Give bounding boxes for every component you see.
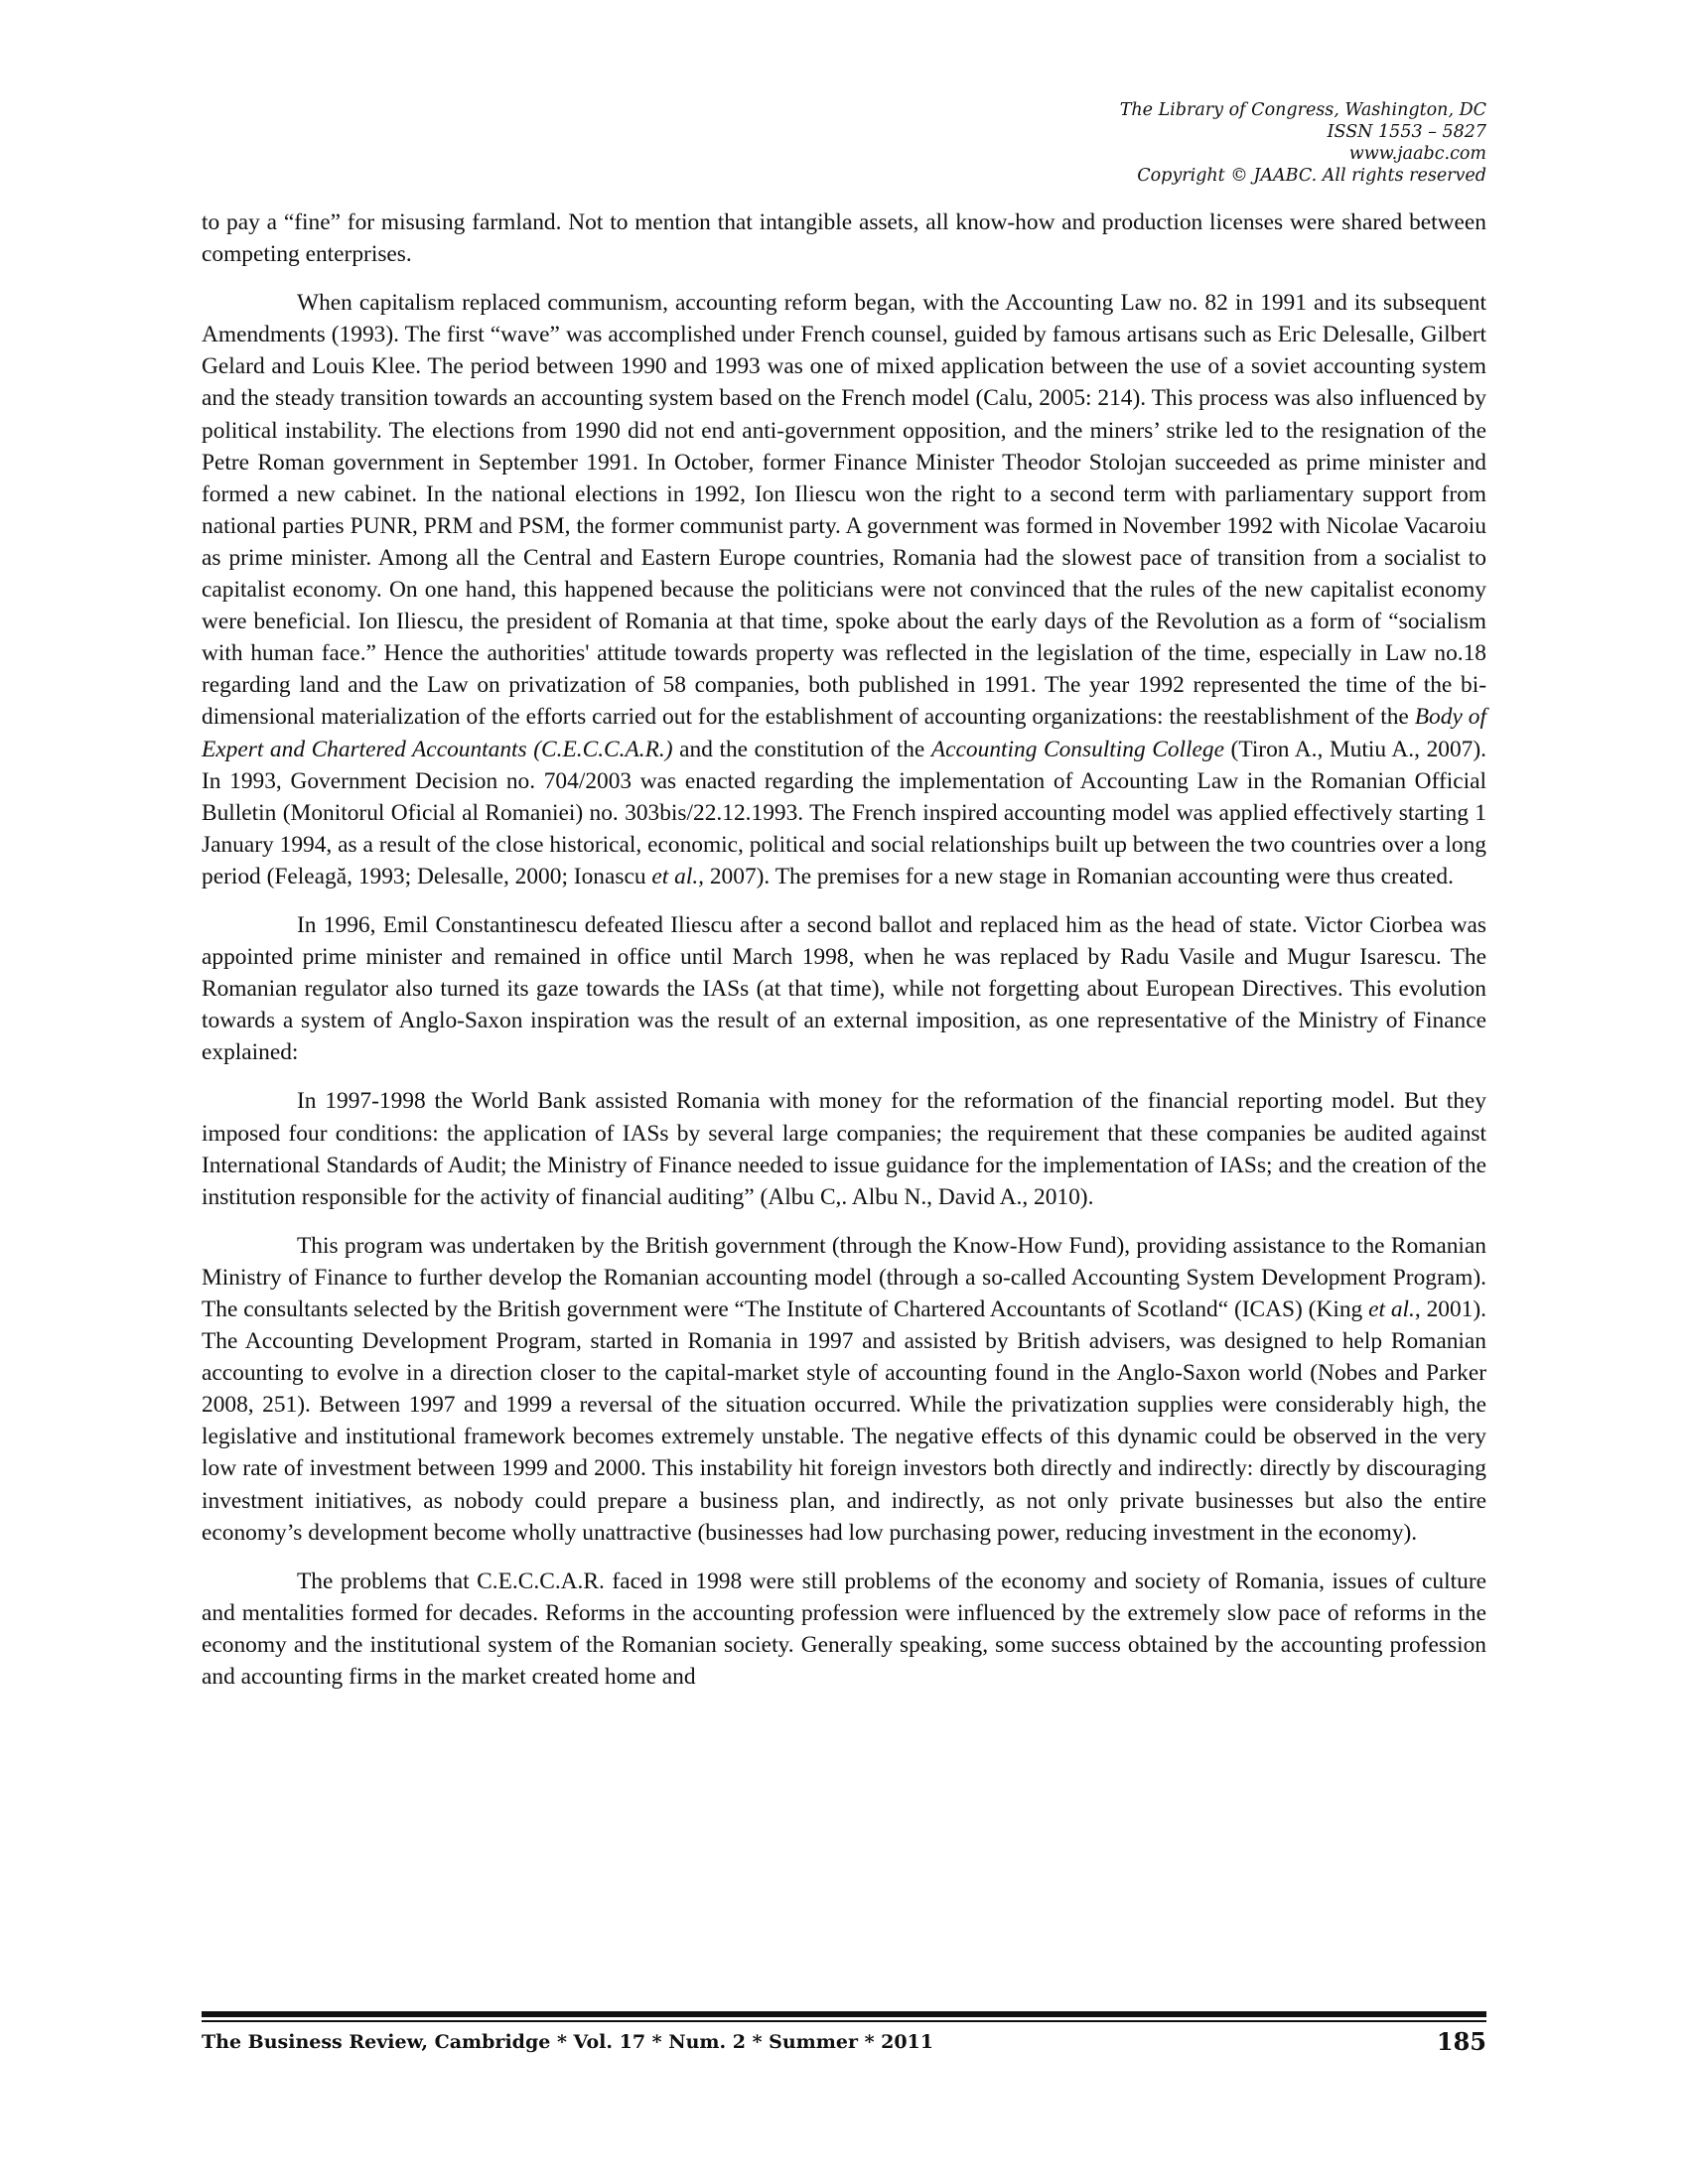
page-number: 185 — [1436, 2027, 1486, 2056]
paragraph-british-program — [202, 1230, 1486, 1549]
header-copyright: Copyright © JAABC. All rights reserved — [1137, 166, 1486, 186]
text-segment: and the constitution of the — [672, 736, 931, 762]
paragraph-1996-politics: In 1996, Emil Constantinescu defeated Iliescu after a second ballot and replaced him as the head of state. Victor Ciorbea was appointed prime minister and remained in office until March 1998, when he was replaced by Radu Vasile and Mugur Isarescu. The Romanian regulator also turned its gaze towards the IASs (at that time), while not forgetting about European Directives. This evolution towards a system of Anglo-Saxon inspiration was the result of an external imposition, as one representative of the Ministry of Finance explained: — [202, 911, 1486, 1066]
header-issn: ISSN 1553 – 5827 — [1327, 122, 1486, 142]
footer-rule-thick — [202, 2011, 1486, 2017]
italic-term: et al. — [1368, 1297, 1415, 1322]
footer-rule-thin — [202, 2020, 1486, 2022]
header-library: The Library of Congress, Washington, DC — [1119, 100, 1486, 120]
article-body — [202, 206, 1486, 1709]
italic-term: Accounting Consulting College — [930, 736, 1224, 762]
paragraph-continued: to pay a “fine” for misusing farmland. Not to mention that intangible assets, all know-how and production licenses were shared between competing enterprises. — [202, 209, 1486, 268]
header-website[interactable]: www.jaabc.com — [1348, 144, 1486, 164]
italic-term: et al., — [651, 863, 705, 889]
running-header — [791, 99, 1486, 187]
text-segment: (Tiron A., Mutiu A., 2007). In 1993, Government Decision no. 704/2003 was enacted regarding the implementation of Accounting Law in the Romanian Official Bulletin (Monitorul Oficial al Romaniei) no. 303bis/22.12.1993. The French inspired accounting model was applied effectively starting 1 January 1994, as a result of the close historical, economic, political and social relationships built up between the two countries over a long period (Feleagă, 1993; Delesalle, 2000; Ionascu — [202, 736, 1486, 889]
text-segment: When capitalism replaced communism, accounting reform began, with the Accounting Law no. 82 in 1991 and its subsequent Amendments (1993). The first “wave” was accomplished under French counsel, guided by famous artisans such as Eric Delesalle, Gilbert Gelard and Louis Klee. The period between 1990 and 1993 was one of mixed application between the use of a soviet accounting system and the steady transition towards an accounting system based on the French model (Calu, 2005: 214). This process was also influenced by political instability. The elections from 1990 did not end anti-government opposition, and the miners’ strike led to the resignation of the Petre Roman government in September 1991. In October, former Finance Minister Theodor Stolojan succeeded as prime minister and formed a new cabinet. In the national elections in 1992, Ion Iliescu won the right to a second term with parliamentary support from national parties PUNR, PRM and PSM, the former communist party. A government was formed in November 1992 with Nicolae Vacaroiu as prime minister. Among all the Central and Eastern Europe countries, Romania had the slowest pace of transition from a socialist to capitalist economy. On one hand, this happened because the politicians were not convinced that the rules of the new capitalist economy were beneficial. Ion Iliescu, the president of Romania at that time, spoke about the early days of the Revolution as a form of “socialism with human face.” Hence the authorities' attitude towards property was reflected in the legislation of the time, especially in Law no.18 regarding land and the Law on privatization of 58 companies, both published in 1991. The year 1992 represented the time of the bi-dimensional materialization of the efforts carried out for the establishment of accounting organizations: the reestablishment of the — [202, 290, 1486, 731]
footer-journal-info: The Business Review, Cambridge * Vol. 17 * Num. 2 * Summer * 2011 — [202, 2031, 934, 2053]
text-segment: 2007). The premises for a new stage in Romanian accounting were thus created. — [704, 863, 1454, 889]
text-segment: This program was undertaken by the British government (through the Know-How Fund), providing assistance to the Romanian Ministry of Finance to further develop the Romanian accounting model (through a so-called Accounting System Development Program). The consultants selected by the British government were “The Institute of Chartered Accountants of Scotland“ (ICAS) (King — [202, 1232, 1486, 1322]
paragraph-accounting-reform — [202, 287, 1486, 892]
paragraph-world-bank-quote: In 1997-1998 the World Bank assisted Romania with money for the reformation of the financial reporting model. But they imposed four conditions: the application of IASs by several large companies; the requirement that these companies be audited against International Standards of Audit; the Ministry of Finance needed to issue guidance for the implementation of IASs; and the creation of the institution responsible for the activity of financial auditing” (Albu C,. Albu N., David A., 2010). — [202, 1088, 1486, 1210]
italic-term: Body of Expert and Chartered Accountants (C.E.C.C.A.R.) — [202, 704, 1486, 762]
text-segment: , 2001). The Accounting Development Program, started in Romania in 1997 and assisted by British advisers, was designed to help Romanian accounting to evolve in a direction closer to the capital-market style of accounting found in the Anglo-Saxon world (Nobes and Parker 2008, 251). Between 1997 and 1999 a reversal of the situation occurred. While the privatization supplies were considerably high, the legislative and institutional framework becomes extremely unstable. The negative effects of this dynamic could be observed in the very low rate of investment between 1999 and 2000. This instability hit foreign investors both directly and indirectly: directly by discouraging investment initiatives, as nobody could prepare a business plan, and indirectly, as not only private businesses but also the entire economy’s development become wholly unattractive (businesses had low purchasing power, reducing investment in the economy). — [202, 1297, 1486, 1546]
paragraph-ceccar-problems: The problems that C.E.C.C.A.R. faced in 1998 were still problems of the economy and society of Romania, issues of culture and mentalities formed for decades. Reforms in the accounting profession were influenced by the extremely slow pace of reforms in the economy and the institutional system of the Romanian society. Generally speaking, some success obtained by the accounting profession and accounting firms in the market created home and — [202, 1568, 1486, 1691]
